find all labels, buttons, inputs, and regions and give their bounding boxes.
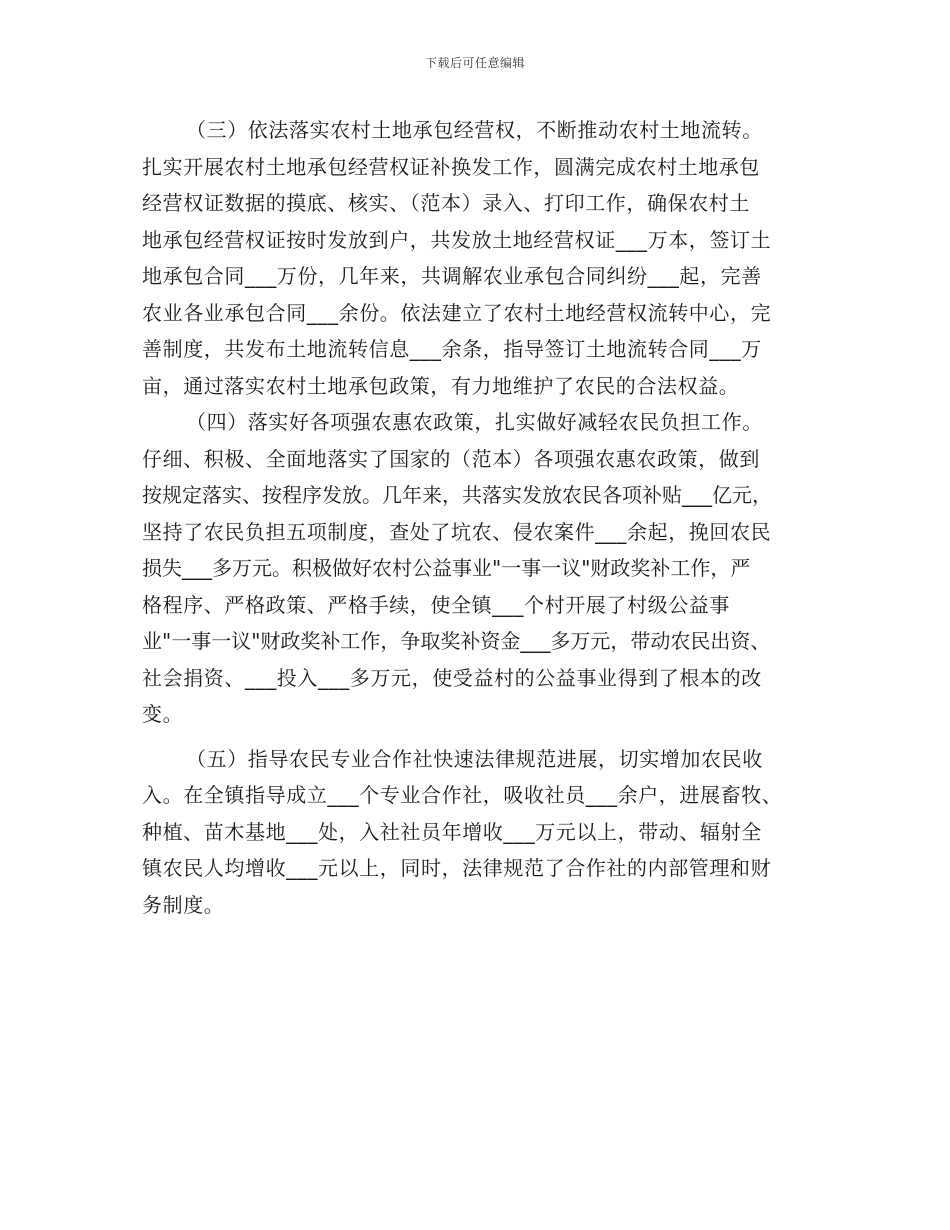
paragraph-line: 镇农民人均增收___元以上，同时，法律规范了合作社的内部管理和财 bbox=[142, 856, 772, 880]
paragraph-line: 地承包经营权证按时发放到户，共发放土地经营权证___万本，签订土 bbox=[142, 227, 772, 252]
document-body bbox=[142, 112, 818, 923]
paragraph-line: 扎实开展农村土地承包经营权证补换发工作，圆满完成农村土地承包 bbox=[142, 154, 760, 179]
paragraph-three bbox=[142, 112, 818, 404]
paragraph-spacer bbox=[142, 733, 818, 741]
paragraph-line: 入。在全镇指导成立___个专业合作社，吸收社员___余户，进展畜牧、 bbox=[142, 783, 783, 807]
paragraph-line: 种植、苗木基地___处，入社社员年增收___万元以上，带动、辐射全 bbox=[142, 819, 762, 844]
paragraph-line: 务制度。 bbox=[142, 892, 225, 917]
paragraph-line: 农业各业承包合同___余份。依法建立了农村土地经营权流转中心，完 bbox=[142, 300, 772, 325]
paragraph-line: 坚持了农民负担五项制度，查处了坑农、侵农案件___余起，挽回农民 bbox=[142, 519, 772, 544]
paragraph-line: 地承包合同___万份，几年来，共调解农业承包合同纠纷___起，完善 bbox=[142, 264, 762, 288]
paragraph-line: 亩，通过落实农村土地承包政策，有力地维护了农民的合法权益。 bbox=[142, 373, 740, 398]
paragraph-line: 社会捐资、___投入___多万元，使受益村的公益事业得到了根本的改 bbox=[142, 665, 762, 690]
paragraph-line: （五）指导农民专业合作社快速法律规范进展，切实增加农民收 bbox=[186, 746, 763, 771]
paragraph-line: 按规定落实、按程序发放。几年来，共落实发放农民各项补贴___亿元， bbox=[142, 483, 772, 507]
paragraph-line: 业"一事一议"财政奖补工作，争取奖补资金___多万元，带动农民出资、 bbox=[142, 629, 771, 653]
paragraph-five bbox=[142, 741, 818, 924]
paragraph-line: （三）依法落实农村土地承包经营权，不断推动农村土地流转。 bbox=[186, 118, 763, 142]
paragraph-line: 经营权证数据的摸底、核实、（范本）录入、打印工作，确保农村土 bbox=[142, 191, 750, 215]
paragraph-line: 损失___多万元。积极做好农村公益事业"一事一议"财政奖补工作，严 bbox=[142, 556, 751, 580]
paragraph-line: 变。 bbox=[142, 702, 184, 726]
page-header: 下载后可任意编辑 bbox=[424, 56, 525, 70]
paragraph-line: （四）落实好各项强农惠农政策，扎实做好减轻农民负担工作。 bbox=[186, 410, 763, 434]
paragraph-line: 格程序、严格政策、严格手续，使全镇___个村开展了村级公益事 bbox=[142, 592, 730, 617]
paragraph-line: 仔细、积极、全面地落实了国家的（范本）各项强农惠农政策，做到 bbox=[142, 446, 760, 471]
paragraph-line: 善制度，共发布土地流转信息___余条，指导签订土地流转合同___万 bbox=[142, 337, 762, 361]
paragraph-four bbox=[142, 404, 818, 733]
